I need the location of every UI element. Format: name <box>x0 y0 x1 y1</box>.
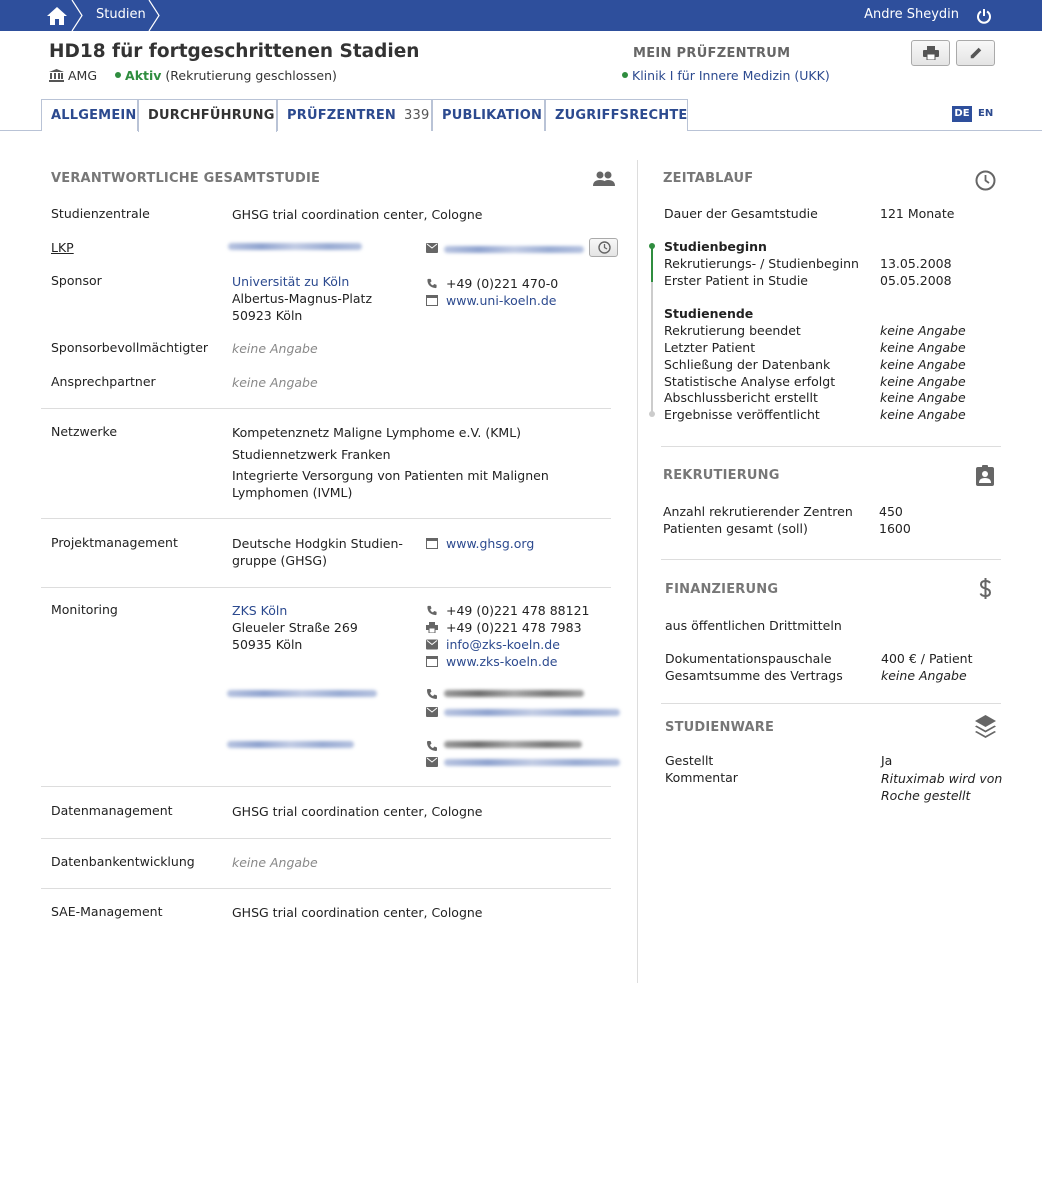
projekt-line: gruppe (GHSG) <box>232 553 327 568</box>
web-icon <box>426 538 438 549</box>
redacted-phone <box>444 690 584 697</box>
monitoring-web-link[interactable]: www.zks-koeln.de <box>446 654 558 669</box>
rekr-label: Anzahl rekrutierender Zentren <box>663 504 853 519</box>
web-icon <box>426 295 438 306</box>
zeit-label: Rekrutierungs- / Studienbeginn <box>664 256 859 271</box>
home-icon[interactable] <box>46 6 68 26</box>
redacted-phone <box>444 741 582 748</box>
breadcrumb-separator-icon <box>147 0 161 31</box>
monitoring-fax: +49 (0)221 478 7983 <box>446 620 582 635</box>
mein-pruefzentrum-value[interactable]: Klinik I für Innere Medizin (UKK) <box>632 68 830 83</box>
tab-label: PUBLIKATION <box>442 108 543 123</box>
projekt-web-link[interactable]: www.ghsg.org <box>446 536 535 551</box>
finanzierung-source: aus öffentlichen Drittmitteln <box>665 618 842 633</box>
monitoring-name-link[interactable]: ZKS Köln <box>232 603 288 618</box>
redacted-name <box>227 741 354 748</box>
layers-icon <box>975 715 996 739</box>
tab-allgemein[interactable] <box>41 99 138 131</box>
zeit-value: keine Angabe <box>880 323 966 338</box>
rekr-label: Patienten gesamt (soll) <box>663 521 808 536</box>
edit-icon <box>968 46 984 60</box>
redacted-email <box>444 246 584 253</box>
section-header-rekrutierung: REKRUTIERUNG <box>663 468 780 483</box>
netzwerk-line: Lymphomen (IVML) <box>232 485 353 500</box>
sae-label: SAE-Management <box>51 904 163 919</box>
study-law: AMG <box>68 68 98 83</box>
netzwerk-item[interactable]: Kompetenznetz Maligne Lymphome e.V. (KML) <box>232 425 522 440</box>
zeit-label: Rekrutierung beendet <box>664 323 801 338</box>
mein-pruefzentrum-link[interactable] <box>622 68 830 83</box>
zeit-value: keine Angabe <box>880 390 966 405</box>
tab-publikation[interactable] <box>432 99 545 131</box>
zeit-label: Ergebnisse veröffentlicht <box>664 407 820 422</box>
kommentar-line: Roche gestellt <box>881 788 971 803</box>
tab-zugriffsrechte[interactable] <box>545 99 688 131</box>
studienbeginn-title: Studienbeginn <box>664 239 767 254</box>
sponsor-contact <box>426 275 558 309</box>
status-detail: (Rekrutierung geschlossen) <box>165 68 337 83</box>
tab-label: ALLGEMEIN <box>51 108 137 123</box>
datenbank-value: keine Angabe <box>232 855 318 870</box>
monitoring-label: Monitoring <box>51 602 118 617</box>
page-title: HD18 für fortgeschrittenen Stadien <box>49 41 420 62</box>
power-icon[interactable] <box>976 8 992 24</box>
sponsor-label: Sponsor <box>51 273 102 288</box>
zeit-value: keine Angabe <box>880 374 966 389</box>
fax-icon <box>426 622 438 633</box>
projekt-contact <box>426 535 534 552</box>
status-dot <box>622 72 628 78</box>
status-dot <box>115 72 121 78</box>
dauer-value: 121 Monate <box>880 206 955 221</box>
monitoring-block <box>232 602 358 653</box>
mail-icon <box>426 707 438 717</box>
sponsorbev-label: Sponsorbevollmächtigter <box>51 340 209 355</box>
zeit-value: keine Angabe <box>880 407 966 422</box>
lang-de-button[interactable]: DE <box>952 106 972 122</box>
tab-count: 339 <box>404 108 430 123</box>
projekt-label: Projektmanagement <box>51 535 178 550</box>
monitoring-contact <box>426 602 590 670</box>
monitoring-city: 50935 Köln <box>232 637 303 652</box>
datenbank-label: Datenbankentwicklung <box>51 854 195 869</box>
tab-label: DURCHFÜHRUNG <box>148 108 275 123</box>
studienzentrale-label: Studienzentrale <box>51 206 150 221</box>
monitoring-email-link[interactable]: info@zks-koeln.de <box>446 637 560 652</box>
fin-label: Dokumentationspauschale <box>665 651 832 666</box>
zeit-label: Letzter Patient <box>664 340 756 355</box>
kommentar-value <box>881 770 1002 804</box>
rekr-value: 450 <box>879 504 903 519</box>
tab-label: ZUGRIFFSRECHTE <box>555 108 688 123</box>
history-button[interactable] <box>589 238 618 257</box>
projekt-link[interactable] <box>232 535 403 569</box>
status-badge: Aktiv <box>125 68 162 83</box>
zeit-value: 13.05.2008 <box>880 256 952 271</box>
people-icon <box>593 171 615 187</box>
phone-icon <box>426 688 438 700</box>
redacted-email <box>444 709 620 716</box>
redacted-email <box>444 759 620 766</box>
study-subtitle <box>49 68 337 83</box>
monitoring-street: Gleueler Straße 269 <box>232 620 358 635</box>
bank-icon <box>49 69 64 82</box>
zeit-value: keine Angabe <box>880 357 966 372</box>
zeit-value: 05.05.2008 <box>880 273 952 288</box>
section-header-gesamtstudie: VERANTWORTLICHE GESAMTSTUDIE <box>51 171 321 186</box>
kommentar-label: Kommentar <box>665 770 738 785</box>
divider <box>41 786 611 787</box>
web-icon <box>426 656 438 667</box>
projekt-line: Deutsche Hodgkin Studien- <box>232 536 403 551</box>
datenmanagement-link[interactable]: GHSG trial coordination center, Cologne <box>232 804 483 819</box>
studienzentrale-link[interactable]: GHSG trial coordination center, Cologne <box>232 207 483 222</box>
mail-icon <box>426 757 438 767</box>
lkp-label[interactable]: LKP <box>51 240 74 255</box>
zeit-label: Schließung der Datenbank <box>664 357 831 372</box>
timeline-dot <box>649 411 655 417</box>
mein-pruefzentrum-label: MEIN PRÜFZENTRUM <box>633 46 791 61</box>
breadcrumb-separator-icon <box>70 0 84 31</box>
tab-durchfuehrung[interactable] <box>138 99 277 132</box>
divider <box>41 587 611 588</box>
user-name[interactable]: Andre Sheydin <box>864 7 959 22</box>
divider <box>661 559 1001 560</box>
gestellt-value: Ja <box>881 753 893 768</box>
print-icon <box>923 46 939 60</box>
breadcrumb-studien[interactable]: Studien <box>96 7 146 22</box>
fin-value: keine Angabe <box>881 668 967 683</box>
sae-link[interactable]: GHSG trial coordination center, Cologne <box>232 905 483 920</box>
divider <box>41 408 611 409</box>
sponsorbev-value: keine Angabe <box>232 341 318 356</box>
sponsor-block <box>232 273 372 324</box>
ansprech-label: Ansprechpartner <box>51 374 156 389</box>
datenmanagement-label: Datenmanagement <box>51 803 173 818</box>
clock-icon <box>975 170 996 191</box>
kommentar-line: Rituximab wird von <box>881 771 1003 786</box>
section-header-zeitablauf: ZEITABLAUF <box>663 171 754 186</box>
tab-bar <box>0 99 1042 131</box>
timeline-progress <box>651 246 653 282</box>
clock-icon <box>598 241 611 254</box>
redacted-name <box>227 690 377 697</box>
divider <box>41 888 611 889</box>
netzwerk-line: Integrierte Versorgung von Patienten mit Malignen <box>232 468 549 483</box>
ansprech-value: keine Angabe <box>232 375 318 390</box>
sponsor-phone: +49 (0)221 470-0 <box>446 276 559 291</box>
lang-en-button[interactable]: EN <box>978 108 994 119</box>
rekr-value: 1600 <box>879 521 911 536</box>
divider <box>41 518 611 519</box>
zeit-label: Statistische Analyse erfolgt <box>664 374 836 389</box>
section-header-finanzierung: FINANZIERUNG <box>665 582 779 597</box>
netzwerk-item[interactable]: Studiennetzwerk Franken <box>232 447 391 462</box>
divider <box>661 446 1001 447</box>
divider <box>41 838 611 839</box>
divider <box>661 703 1001 704</box>
dollar-icon <box>979 578 992 599</box>
sponsor-city: 50923 Köln <box>232 308 303 323</box>
zeit-label: Abschlussbericht erstellt <box>664 390 818 405</box>
tab-label: PRÜFZENTREN <box>287 108 396 123</box>
gestellt-label: Gestellt <box>665 753 714 768</box>
zeit-label: Erster Patient in Studie <box>664 273 808 288</box>
clipboard-icon <box>976 465 994 486</box>
sponsor-name-link[interactable]: Universität zu Köln <box>232 274 350 289</box>
redacted-name <box>228 243 362 250</box>
phone-icon <box>426 740 438 752</box>
dauer-label: Dauer der Gesamtstudie <box>664 206 818 221</box>
phone-icon <box>426 605 438 616</box>
netzwerke-label: Netzwerke <box>51 424 118 439</box>
top-bar <box>0 0 1042 31</box>
mail-icon <box>426 243 438 253</box>
tab-pruefzentren[interactable] <box>277 99 432 131</box>
studienende-title: Studienende <box>664 306 754 321</box>
fin-value: 400 € / Patient <box>881 651 973 666</box>
print-button[interactable] <box>911 40 950 66</box>
mail-icon <box>426 639 438 650</box>
zeit-value: keine Angabe <box>880 340 966 355</box>
edit-button[interactable] <box>956 40 995 66</box>
monitoring-phone: +49 (0)221 478 88121 <box>446 603 590 618</box>
timeline-dot <box>649 243 655 249</box>
column-divider <box>637 160 638 983</box>
section-header-studienware: STUDIENWARE <box>665 720 775 735</box>
netzwerk-item[interactable] <box>232 467 549 501</box>
fin-label: Gesamtsumme des Vertrags <box>665 668 843 683</box>
sponsor-web-link[interactable]: www.uni-koeln.de <box>446 293 557 308</box>
sponsor-street: Albertus-Magnus-Platz <box>232 291 373 306</box>
phone-icon <box>426 278 438 289</box>
